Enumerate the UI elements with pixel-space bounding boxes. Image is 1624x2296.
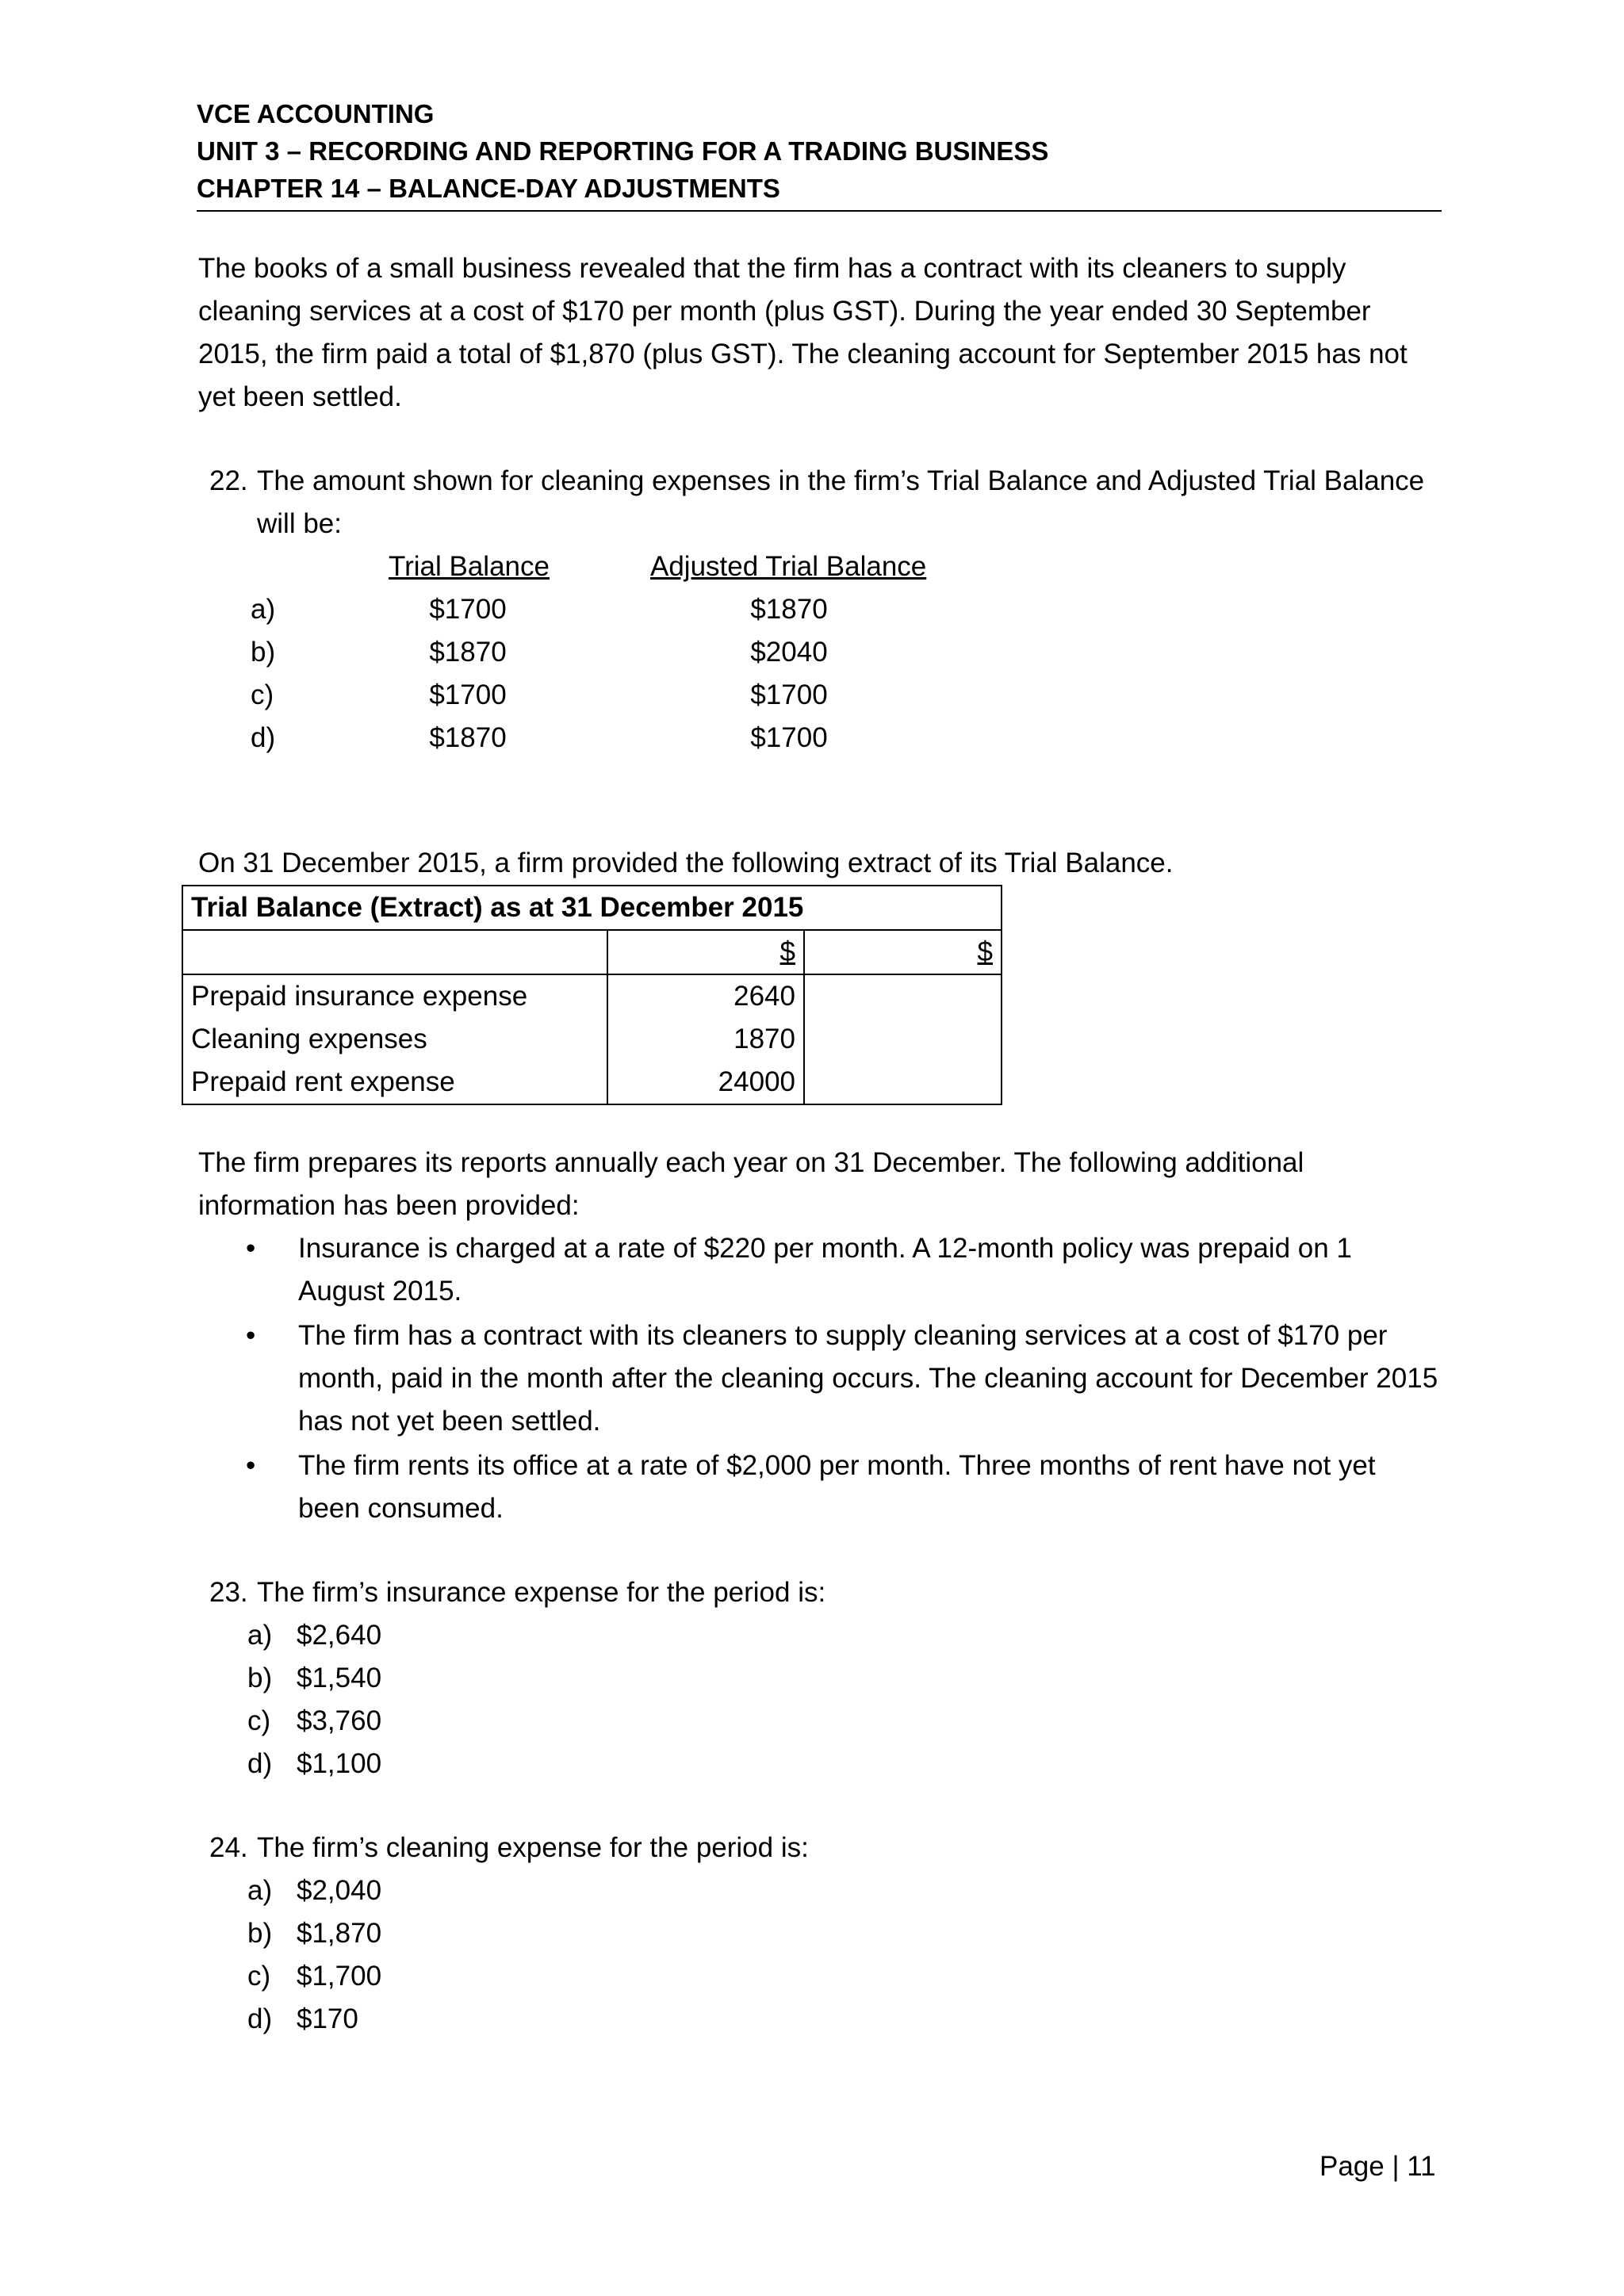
table-cell-dr: 2640 xyxy=(607,974,804,1018)
q24-text: The firm’s cleaning expense for the period is: xyxy=(257,1832,809,1863)
table-cell-cr xyxy=(804,974,1002,1018)
table-header-dr xyxy=(607,930,804,974)
q22-option-tb: $1700 xyxy=(429,594,507,625)
q24-option-value: $2,040 xyxy=(297,1875,382,1906)
q22-col-adjusted-header: Adjusted Trial Balance xyxy=(650,551,927,582)
bullet-icon: • xyxy=(246,1320,256,1351)
table-row xyxy=(182,974,1002,1018)
header-unit: UNIT 3 – RECORDING AND REPORTING FOR A TRADING BUSINESS xyxy=(197,136,1049,166)
table-title: Trial Balance (Extract) as at 31 December 2015 xyxy=(182,886,1002,930)
q22-option-tb: $1700 xyxy=(429,679,507,710)
q22-option-atb: $2040 xyxy=(750,637,828,668)
document-header xyxy=(197,95,1442,212)
intro-paragraph-trial-balance: On 31 December 2015, a firm provided the following extract of its Trial Balance. xyxy=(198,848,1174,878)
q22-option-tb: $1870 xyxy=(429,722,507,753)
table-cell-account: Cleaning expenses xyxy=(182,1018,607,1061)
q22-text-line2: will be: xyxy=(257,508,342,539)
q24-option-value: $1,700 xyxy=(297,1961,382,1992)
q23-option-value: $1,100 xyxy=(297,1748,382,1779)
q24-option-letter: d) xyxy=(247,2003,273,2034)
q23-text: The firm’s insurance expense for the period is: xyxy=(257,1577,826,1608)
q22-option-letter: d) xyxy=(251,722,276,753)
q23-option-value: $1,540 xyxy=(297,1663,382,1693)
q22-text-line1: The amount shown for cleaning expenses in the firm’s Trial Balance and Adjusted Trial Balance xyxy=(257,465,1425,496)
page-number: Page | 11 xyxy=(1320,2151,1436,2182)
q22-option-letter: b) xyxy=(251,637,276,668)
bullet-text: The firm rents its office at a rate of $2,000 per month. Three months of rent have not yet been consumed. xyxy=(298,1450,1376,1524)
header-subject: VCE ACCOUNTING xyxy=(197,99,435,128)
intro-paragraph-additional-info: The firm prepares its reports annually each year on 31 December. The following additional information has been provided: xyxy=(198,1147,1304,1221)
q23-number: 23. xyxy=(209,1577,248,1608)
table-header-cr-label: $ xyxy=(977,936,993,967)
bullet-text: Insurance is charged at a rate of $220 per month. A 12-month policy was prepaid on 1 August 2015. xyxy=(298,1233,1352,1307)
q24-option-letter: a) xyxy=(247,1875,273,1906)
bullet-icon: • xyxy=(246,1450,256,1481)
table-cell-dr: 1870 xyxy=(607,1018,804,1061)
table-cell-account: Prepaid insurance expense xyxy=(182,974,607,1018)
q23-option-letter: d) xyxy=(247,1748,273,1779)
table-cell-cr xyxy=(804,1018,1002,1061)
q24-number: 24. xyxy=(209,1832,248,1863)
table-cell-cr xyxy=(804,1061,1002,1104)
q22-option-atb: $1700 xyxy=(750,679,828,710)
table-title-row xyxy=(182,886,1002,930)
q24-option-value: $1,870 xyxy=(297,1918,382,1949)
q24-option-value: $170 xyxy=(297,2003,358,2034)
table-cell-account: Prepaid rent expense xyxy=(182,1061,607,1104)
table-header-cr xyxy=(804,930,1002,974)
q22-option-letter: a) xyxy=(251,594,276,625)
bullet-icon: • xyxy=(246,1233,256,1264)
q24-option-letter: c) xyxy=(247,1961,271,1992)
table-header-row xyxy=(182,930,1002,974)
intro-paragraph-cleaning: The books of a small business revealed that the firm has a contract with its cleaners to supply cleaning services at a cost of $170 per month (plus GST). During the year ended 30 September 2015, the firm paid a total of $1,870 (plus GST). The cleaning account for September 2015 has not yet been settled. xyxy=(198,253,1408,412)
q22-option-tb: $1870 xyxy=(429,637,507,668)
q23-option-value: $2,640 xyxy=(297,1620,382,1651)
q22-option-atb: $1870 xyxy=(750,594,828,625)
q24-option-letter: b) xyxy=(247,1918,273,1949)
q22-col-trial-balance-header: Trial Balance xyxy=(389,551,550,582)
q23-option-letter: a) xyxy=(247,1620,273,1651)
header-chapter: CHAPTER 14 – BALANCE-DAY ADJUSTMENTS xyxy=(197,174,780,203)
q23-option-letter: c) xyxy=(247,1705,271,1736)
table-cell-dr: 24000 xyxy=(607,1061,804,1104)
table-row xyxy=(182,1061,1002,1104)
q23-option-letter: b) xyxy=(247,1663,273,1693)
table-row xyxy=(182,1018,1002,1061)
q22-option-letter: c) xyxy=(251,679,274,710)
q22-option-atb: $1700 xyxy=(750,722,828,753)
bullet-text: The firm has a contract with its cleaners to supply cleaning services at a cost of $170 per month, paid in the month after the cleaning occurs. The cleaning account for December 2015 has not yet been settled. xyxy=(298,1320,1438,1437)
q23-option-value: $3,760 xyxy=(297,1705,382,1736)
q22-number: 22. xyxy=(209,465,248,496)
table-header-account xyxy=(182,930,607,974)
table-header-dr-label: $ xyxy=(779,936,795,967)
trial-balance-table xyxy=(182,885,1002,1105)
